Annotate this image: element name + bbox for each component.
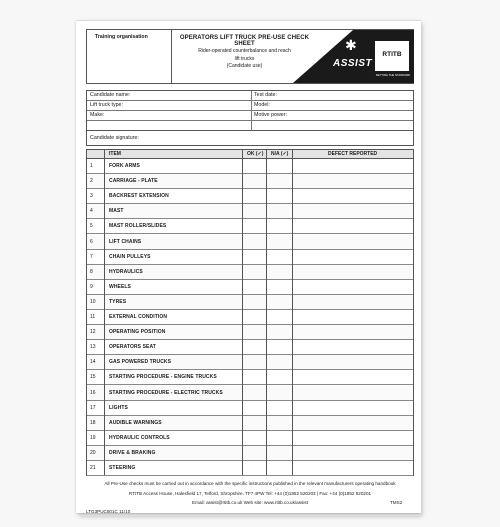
- make-field[interactable]: Make:: [90, 112, 105, 118]
- table-row: [87, 159, 413, 174]
- defect-reported-cell[interactable]: [293, 416, 413, 430]
- rtitb-tagline: SETTING THE STANDARD: [375, 73, 411, 77]
- na-checkbox-cell[interactable]: [267, 461, 292, 475]
- table-row: [87, 189, 413, 204]
- ok-checkbox-cell[interactable]: [243, 189, 266, 203]
- sheet-header: [86, 29, 414, 84]
- table-row: [87, 204, 413, 219]
- ok-checkbox-cell[interactable]: [243, 310, 266, 324]
- row-number: 15: [90, 374, 96, 381]
- column-header-item: ITEM: [109, 151, 121, 157]
- row-item: DRIVE & BRAKING: [109, 449, 156, 456]
- test-date-field[interactable]: Test date:: [254, 92, 277, 98]
- defect-reported-cell[interactable]: [293, 280, 413, 294]
- table-row: [87, 431, 413, 446]
- row-item: BACKREST EXTENSION: [109, 193, 169, 200]
- table-row: [87, 219, 413, 234]
- defect-reported-cell[interactable]: [293, 295, 413, 309]
- column-header-defect: DEFECT REPORTED: [328, 151, 378, 157]
- row-number: 20: [90, 449, 96, 456]
- column-header-ok: OK (✓): [247, 151, 264, 157]
- ok-checkbox-cell[interactable]: [243, 280, 266, 294]
- ok-checkbox-cell[interactable]: [243, 325, 266, 339]
- na-checkbox-cell[interactable]: [267, 431, 292, 445]
- defect-reported-cell[interactable]: [293, 370, 413, 384]
- defect-reported-cell[interactable]: [293, 250, 413, 264]
- row-number: 9: [90, 283, 93, 290]
- na-checkbox-cell[interactable]: [267, 159, 292, 173]
- row-item: EXTERNAL CONDITION: [109, 314, 168, 320]
- row-item: TYRES: [109, 298, 127, 305]
- defect-reported-cell[interactable]: [293, 340, 413, 354]
- row-number: 10: [90, 298, 96, 305]
- row-item: WHEELS: [109, 283, 131, 290]
- ok-checkbox-cell[interactable]: [243, 370, 266, 384]
- ok-checkbox-cell[interactable]: [243, 340, 266, 354]
- row-item: FORK ARMS: [109, 163, 140, 169]
- defect-reported-cell[interactable]: [293, 461, 413, 475]
- table-row: [87, 265, 413, 280]
- na-checkbox-cell[interactable]: [267, 265, 292, 279]
- row-number: 6: [90, 238, 93, 245]
- candidate-signature-field[interactable]: Candidate signature:: [90, 135, 139, 141]
- info-row: [87, 111, 413, 121]
- defect-reported-cell[interactable]: [293, 446, 413, 460]
- defect-reported-cell[interactable]: [293, 325, 413, 339]
- row-item: LIFT CHAINS: [109, 238, 142, 245]
- row-number: 13: [90, 344, 96, 351]
- table-row: [87, 235, 413, 250]
- row-item: GAS POWERED TRUCKS: [109, 359, 172, 366]
- ok-checkbox-cell[interactable]: [243, 401, 266, 415]
- row-item: CHAIN PULLEYS: [109, 253, 151, 260]
- table-row: [87, 250, 413, 265]
- footer-contact: Email: assist@rtitb.co.uk Web site: www.rtitb.co.uk/assist: [192, 500, 308, 505]
- row-number: 2: [90, 178, 93, 185]
- training-organisation-box: [87, 30, 172, 83]
- checklist-table: [86, 149, 414, 476]
- rtitb-logo-text: RTITB: [382, 51, 402, 58]
- na-checkbox-cell[interactable]: [267, 401, 292, 415]
- defect-reported-cell[interactable]: [293, 265, 413, 279]
- assist-logo-text: ASSIST: [333, 58, 373, 69]
- ok-checkbox-cell[interactable]: [243, 265, 266, 279]
- row-number: 16: [90, 389, 96, 396]
- table-row: [87, 355, 413, 370]
- ok-checkbox-cell[interactable]: [243, 159, 266, 173]
- table-header-row: [87, 150, 413, 159]
- brand-logo-area: [293, 30, 414, 83]
- row-item: OPERATORS SEAT: [109, 344, 156, 351]
- na-checkbox-cell[interactable]: [267, 386, 292, 400]
- na-checkbox-cell[interactable]: [267, 280, 292, 294]
- sheet-subtitle-1: Rider-operated counterbalance and reach: [198, 48, 291, 54]
- table-row: [87, 416, 413, 431]
- table-row: [87, 461, 413, 476]
- ok-checkbox-cell[interactable]: [243, 295, 266, 309]
- candidate-name-field[interactable]: Candidate name:: [90, 92, 131, 98]
- defect-reported-cell[interactable]: [293, 355, 413, 369]
- table-row: [87, 446, 413, 461]
- ok-checkbox-cell[interactable]: [243, 250, 266, 264]
- ok-checkbox-cell[interactable]: [243, 431, 266, 445]
- na-checkbox-cell[interactable]: [267, 325, 292, 339]
- row-number: 7: [90, 253, 93, 260]
- ok-checkbox-cell[interactable]: [243, 461, 266, 475]
- row-item: HYDRAULICS: [109, 268, 143, 275]
- row-number: 1: [90, 163, 93, 169]
- row-item: STARTING PROCEDURE - ELECTRIC TRUCKS: [109, 389, 223, 396]
- table-row: [87, 310, 413, 325]
- na-checkbox-cell[interactable]: [267, 219, 292, 233]
- row-item: HYDRAULIC CONTROLS: [109, 434, 170, 441]
- table-row: [87, 295, 413, 310]
- row-number: 17: [90, 404, 96, 411]
- na-checkbox-cell[interactable]: [267, 416, 292, 430]
- defect-reported-cell[interactable]: [293, 431, 413, 445]
- defect-reported-cell[interactable]: [293, 204, 413, 218]
- na-checkbox-cell[interactable]: [267, 250, 292, 264]
- row-number: 8: [90, 268, 93, 275]
- table-row: [87, 340, 413, 355]
- row-item: LIGHTS: [109, 404, 128, 411]
- sheet-subtitle-3: (Candidate use): [226, 63, 263, 69]
- training-organisation-label: Training organisation: [95, 34, 148, 40]
- row-number: 14: [90, 359, 96, 366]
- ok-checkbox-cell[interactable]: [243, 386, 266, 400]
- row-item: STEERING: [109, 465, 136, 471]
- na-checkbox-cell[interactable]: [267, 174, 292, 188]
- info-row: [87, 101, 413, 111]
- defect-reported-cell[interactable]: [293, 401, 413, 415]
- assist-figure-icon: ✱: [345, 37, 357, 53]
- row-item: OPERATING POSITION: [109, 329, 166, 336]
- ok-checkbox-cell[interactable]: [243, 355, 266, 369]
- row-number: 19: [90, 434, 96, 441]
- form-code: LTG3PUC501C 11/10: [86, 509, 131, 514]
- row-item: AUDIBLE WARNINGS: [109, 419, 162, 426]
- na-checkbox-cell[interactable]: [267, 355, 292, 369]
- ok-checkbox-cell[interactable]: [243, 174, 266, 188]
- info-row-spacer: [87, 121, 413, 131]
- motive-power-field[interactable]: Motive power:: [254, 112, 287, 118]
- defect-reported-cell[interactable]: [293, 310, 413, 324]
- candidate-info-block: [86, 90, 414, 146]
- sheet-subtitle-2: lift trucks: [234, 55, 255, 62]
- na-checkbox-cell[interactable]: [267, 189, 292, 203]
- ok-checkbox-cell[interactable]: [243, 219, 266, 233]
- row-number: 4: [90, 208, 93, 215]
- row-number: 5: [90, 223, 93, 230]
- row-item: STARTING PROCEDURE - ENGINE TRUCKS: [109, 374, 217, 381]
- row-item: CARRIAGE - PLATE: [109, 178, 158, 185]
- sheet-title: OPERATORS LIFT TRUCK PRE-USE CHECK SHEET: [179, 35, 310, 47]
- na-checkbox-cell[interactable]: [267, 340, 292, 354]
- info-row: [87, 91, 413, 101]
- na-checkbox-cell[interactable]: [267, 370, 292, 384]
- info-row: [87, 131, 413, 145]
- defect-reported-cell[interactable]: [293, 386, 413, 400]
- table-row: [87, 401, 413, 416]
- defect-reported-cell[interactable]: [293, 219, 413, 233]
- model-field[interactable]: Model:: [254, 102, 270, 108]
- lift-truck-type-field[interactable]: Lift truck type:: [90, 102, 123, 108]
- defect-reported-cell[interactable]: [293, 159, 413, 173]
- na-checkbox-cell[interactable]: [267, 310, 292, 324]
- ok-checkbox-cell[interactable]: [243, 416, 266, 430]
- row-number: 11: [90, 314, 96, 320]
- defect-reported-cell[interactable]: [293, 189, 413, 203]
- defect-reported-cell[interactable]: [293, 174, 413, 188]
- row-number: 21: [90, 465, 96, 471]
- na-checkbox-cell[interactable]: [267, 204, 292, 218]
- ok-checkbox-cell[interactable]: [243, 235, 266, 249]
- check-sheet-page: [76, 20, 421, 513]
- row-item: MAST: [109, 208, 124, 215]
- row-number: 12: [90, 329, 96, 336]
- row-number: 18: [90, 419, 96, 426]
- na-checkbox-cell[interactable]: [267, 446, 292, 460]
- column-header-na: N/A (✓): [271, 151, 289, 157]
- na-checkbox-cell[interactable]: [267, 235, 292, 249]
- table-row: [87, 174, 413, 189]
- ok-checkbox-cell[interactable]: [243, 446, 266, 460]
- table-row: [87, 325, 413, 340]
- row-number: 3: [90, 193, 93, 200]
- rtitb-logo: [375, 41, 409, 71]
- table-row: [87, 370, 413, 385]
- form-ref: TMS2: [390, 500, 403, 505]
- table-row: [87, 386, 413, 401]
- ok-checkbox-cell[interactable]: [243, 204, 266, 218]
- footer-address: RTITB Access House, Halesfield 17, Telford, Shropshire. TF7 4PW Tel: +44 (0)1952 520203 | Fax: +44 (0)1952 520201: [128, 491, 372, 496]
- row-item: MAST ROLLER/SLIDES: [109, 223, 167, 230]
- footer-note: All Pre-Use checks must be carried out in accordance with the specific instructions published in the relevant manufacturers operating handbook: [104, 481, 396, 486]
- table-row: [87, 280, 413, 295]
- defect-reported-cell[interactable]: [293, 235, 413, 249]
- na-checkbox-cell[interactable]: [267, 295, 292, 309]
